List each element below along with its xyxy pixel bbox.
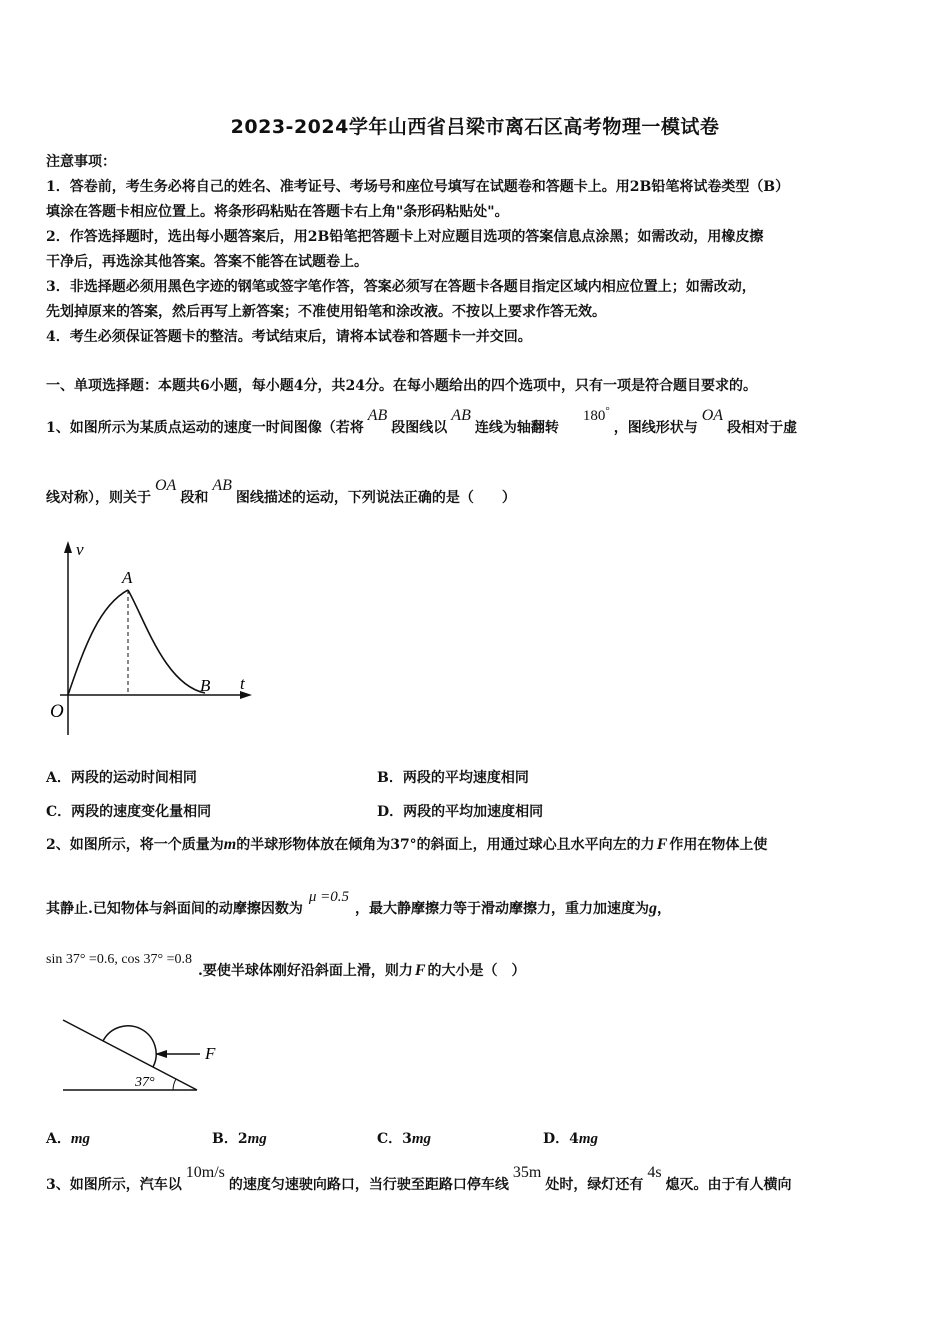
q1-option-b[interactable]: B．两段的平均速度相同 [377,770,529,786]
q1-text: 1、如图所示为某质点运动的速度一时间图像（若将 [46,420,364,436]
q3-line-1 [46,1164,792,1195]
notice-line: 3．非选择题必须用黑色字迹的钢笔或签字笔作答，答案必须写在答题卡各题目指定区域内相应位置上；如需改动， [46,279,756,295]
q2-math: F [414,962,426,979]
q1-text: 段和 [180,490,209,506]
t-label: t [240,674,245,693]
notice-line: 先划掉原来的答案，然后再写上新答案；不准使用铅笔和涂改液。不按以上要求作答无效。 [46,304,606,320]
q2-option-d[interactable] [543,1128,598,1148]
curve-ab [128,590,205,693]
hemisphere [103,1026,156,1067]
q2-option-b[interactable] [212,1128,267,1148]
q2-line-1 [46,835,767,855]
q2-math: g [649,900,658,917]
q1-option-a[interactable]: A．两段的运动时间相同 [46,770,197,786]
q2-text: 的半球形物体放在倾角为37°的斜面上，用通过球心且水平向左的力 [236,837,655,853]
q2-option-label: D．4 [543,1131,579,1147]
q2-math: sin 37° =0.6, cos 37° =0.8 [46,952,192,967]
v-axis-arrow-icon [64,541,72,553]
q1-text: 线对称），则关于 [46,490,151,506]
q2-option-a[interactable] [46,1128,90,1148]
q2-option-value: mg [247,1131,267,1147]
q1-vt-graph [40,535,260,745]
a-label: A [122,568,133,587]
q1-line-2 [46,477,516,508]
curve-oa [68,590,128,695]
q2-text: ， [657,901,672,917]
notice-line: 2．作答选择题时，选出每小题答案后，用2B铅笔把答题卡上对应题目选项的答案信息点涂黑；如需改动，用橡皮擦 [46,229,764,245]
notice-line: 4．考生必须保证答题卡的整洁。考试结束后，请将本试卷和答题卡一并交回。 [46,329,532,345]
q2-text: 其静止.已知物体与斜面间的动摩擦因数为 [46,901,303,917]
q2-math: m [223,836,237,853]
force-label: F [205,1044,216,1063]
q1-text: 段相对于虚 [727,420,798,436]
page-title: 2023-2024学年山西省吕梁市离石区高考物理一模试卷 [230,116,720,138]
v-label: v [76,540,84,559]
q2-text: 的大小是（ ） [427,963,526,979]
q1-math: 180 [582,408,606,424]
angle-arc [173,1079,176,1090]
q2-option-label: C．3 [377,1131,412,1147]
q3-text: 处时，绿灯还有 [545,1177,644,1193]
o-label: O [50,701,64,722]
q1-math: ° [605,405,610,417]
section-heading: 一、单项选择题：本题共6小题，每小题4分，共24分。在每小题给出的四个选项中，只有一项是符合题目要求的。 [46,378,757,394]
q2-option-c[interactable] [377,1128,431,1148]
q1-text: 连线为轴翻转 [474,420,559,436]
q1-line-1 [46,405,798,438]
q3-text: 3、如图所示，汽车以 [46,1177,182,1193]
q2-option-label: B．2 [212,1131,248,1147]
q2-option-label: A． [46,1131,71,1147]
q1-math: AB [451,407,471,424]
q2-text: .要使半球体刚好沿斜面上滑，则力 [198,963,413,979]
notice-line: 1．答卷前，考生务必将自己的姓名、准考证号、考场号和座位号填写在试题卷和答题卡上。用2B铅笔将试卷类型（B） [46,179,790,195]
q2-text: 2、如图所示，将一个质量为 [46,837,224,853]
q3-text: 的速度匀速驶向路口，当行驶至距路口停车线 [228,1177,509,1193]
q1-text: ，图线形状与 [613,420,698,436]
q1-math: AB [367,407,388,424]
q1-text: 图线描述的运动，下列说法正确的是（ ） [235,490,516,506]
q2-incline-figure [55,1010,235,1095]
q2-option-value: mg [578,1131,599,1147]
q3-math: 10m/s [185,1164,225,1181]
q1-text: 段图线以 [391,420,448,436]
notice-heading: 注意事项： [46,154,116,170]
q1-math: OA [701,407,724,424]
notice-line: 干净后，再选涂其他答案。答案不能答在试题卷上。 [46,254,368,270]
angle-label: 37° [135,1075,155,1090]
q2-text: ，最大静摩擦力等于滑动摩擦力，重力加速度为 [355,901,650,917]
b-label: B [200,676,211,695]
q2-line-2 [46,889,672,919]
notice-line: 填涂在答题卡相应位置上。将条形码粘贴在答题卡右上角"条形码粘贴处"。 [46,204,509,220]
incline-line [63,1020,197,1090]
q3-text: 熄灭。由于有人横向 [665,1177,792,1193]
q2-line-3 [46,952,526,980]
q1-option-c[interactable]: C．两段的速度变化量相同 [46,804,212,820]
q3-math: 4s [647,1164,662,1181]
q1-math: OA [155,477,177,494]
q2-option-value: mg [70,1131,91,1147]
q2-text: 作用在物体上使 [669,837,768,853]
q1-option-d[interactable]: D．两段的平均加速度相同 [377,804,544,820]
q2-math: F [656,836,668,853]
q3-math: 35m [512,1164,542,1181]
q2-math: μ =0.5 [308,889,350,905]
q1-math: AB [212,477,232,494]
q2-option-value: mg [411,1131,432,1147]
